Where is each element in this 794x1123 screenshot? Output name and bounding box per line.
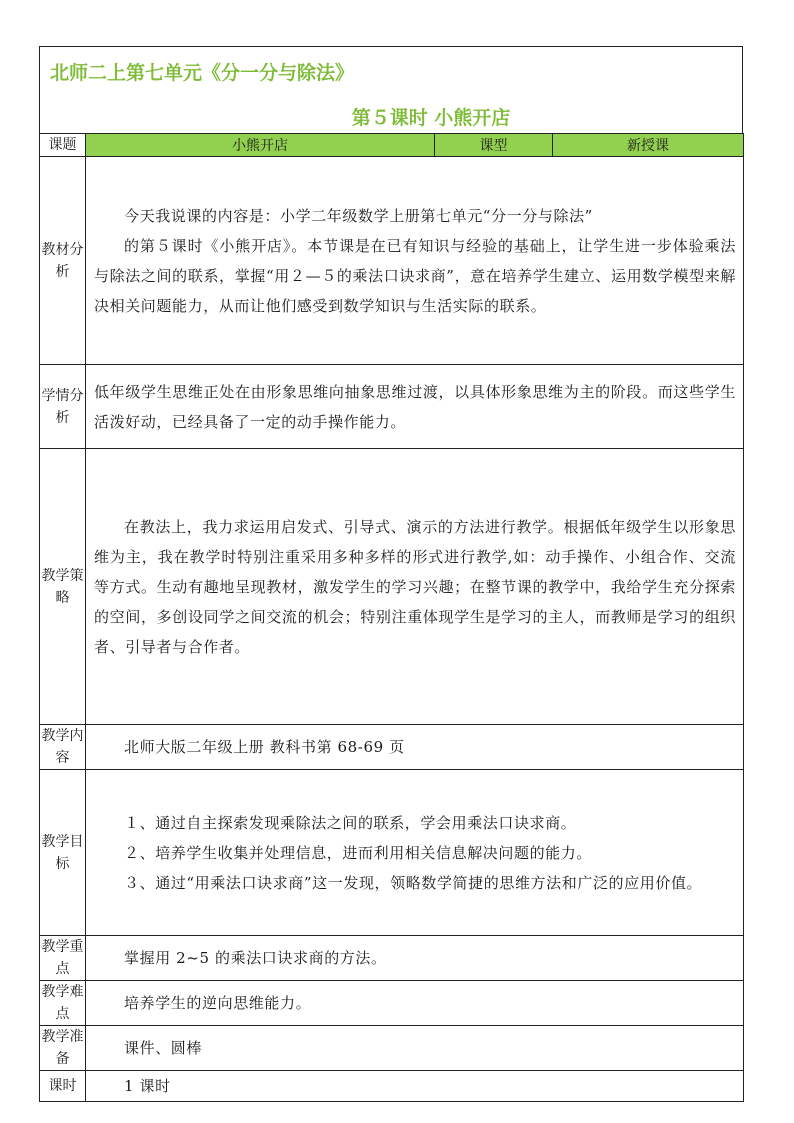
material-label: 教材分析 <box>40 157 86 365</box>
strategy-row <box>40 449 744 725</box>
content-text: 北师大版二年级上册 教科书第 68-69 页 <box>86 725 744 770</box>
strategy-text: 在教法上，我力求运用启发式、引导式、演示的方法进行教学。根据低年级学生以形象思维为主，我在教学时特别注重采用多种多样的形式进行教学,如：动手操作、小组合作、交流等方式。生动有趣地呈现教材，激发学生的学习兴趣；在整节课的教学中，我给学生充分探索的空间，多创设同学之间交流的机会；特别注重体现学生是学习的主人，而教师是学习的组织者、引导者与合作者。 <box>94 517 736 656</box>
course-type-value: 新授课 <box>553 134 744 157</box>
key-point-text: 掌握用 2~5 的乘法口诀求商的方法。 <box>86 936 744 981</box>
preparation-label: 教学准备 <box>40 1026 86 1071</box>
unit-title: 北师二上第七单元《分一分与除法》 <box>50 62 355 84</box>
preparation-text: 课件、圆棒 <box>86 1026 744 1071</box>
material-paragraph: 今天我说课的内容是：小学二年级数学上册第七单元“分一分与除法” <box>124 206 593 225</box>
content-row <box>40 725 744 770</box>
course-label: 课题 <box>40 134 86 157</box>
difficulty-row <box>40 981 744 1026</box>
goal-item: ３、通过“用乘法口诀求商”这一发现，领略数学简捷的思维方法和广泛的应用价值。 <box>124 873 703 892</box>
course-type-label: 课型 <box>435 134 553 157</box>
key-point-label: 教学重点 <box>40 936 86 981</box>
hours-row <box>40 1071 744 1102</box>
course-topic: 小熊开店 <box>86 134 435 157</box>
key-point-row <box>40 936 744 981</box>
course-header-row <box>40 134 744 157</box>
strategy-content <box>86 449 744 725</box>
goal-item: １、通过自主探索发现乘除法之间的联系，学会用乘法口诀求商。 <box>124 813 577 832</box>
difficulty-label: 教学难点 <box>40 981 86 1026</box>
goals-row <box>40 770 744 936</box>
material-content <box>86 157 744 365</box>
lesson-title: 第５课时 小熊开店 <box>351 107 511 129</box>
content-label: 教学内容 <box>40 725 86 770</box>
students-row <box>40 365 744 449</box>
students-text: 低年级学生思维正处在由形象思维向抽象思维过渡，以具体形象思维为主的阶段。而这些学生活泼好动，已经具备了一定的动手操作能力。 <box>86 365 744 449</box>
goals-content <box>86 770 744 936</box>
hours-label: 课时 <box>40 1071 86 1102</box>
lesson-plan-sheet <box>39 46 743 1102</box>
hours-text: 1 课时 <box>86 1071 744 1102</box>
students-label: 学情分析 <box>40 365 86 449</box>
goals-label: 教学目标 <box>40 770 86 936</box>
strategy-label: 教学策略 <box>40 449 86 725</box>
lesson-plan-table <box>39 133 744 1102</box>
goal-item: ２、培养学生收集并处理信息，进而利用相关信息解决问题的能力。 <box>124 843 593 862</box>
material-row <box>40 157 744 365</box>
preparation-row <box>40 1026 744 1071</box>
difficulty-text: 培养学生的逆向思维能力。 <box>86 981 744 1026</box>
material-paragraph: 的第５课时《小熊开店》。本节课是在已有知识与经验的基础上，让学生进一步体验乘法与除法之间的联系，掌握“用２—５的乘法口诀求商”，意在培养学生建立、运用数学模型来解决相关问题能力，从而让他们感受到数学知识与生活实际的联系。 <box>94 236 736 315</box>
title-block <box>39 46 743 133</box>
